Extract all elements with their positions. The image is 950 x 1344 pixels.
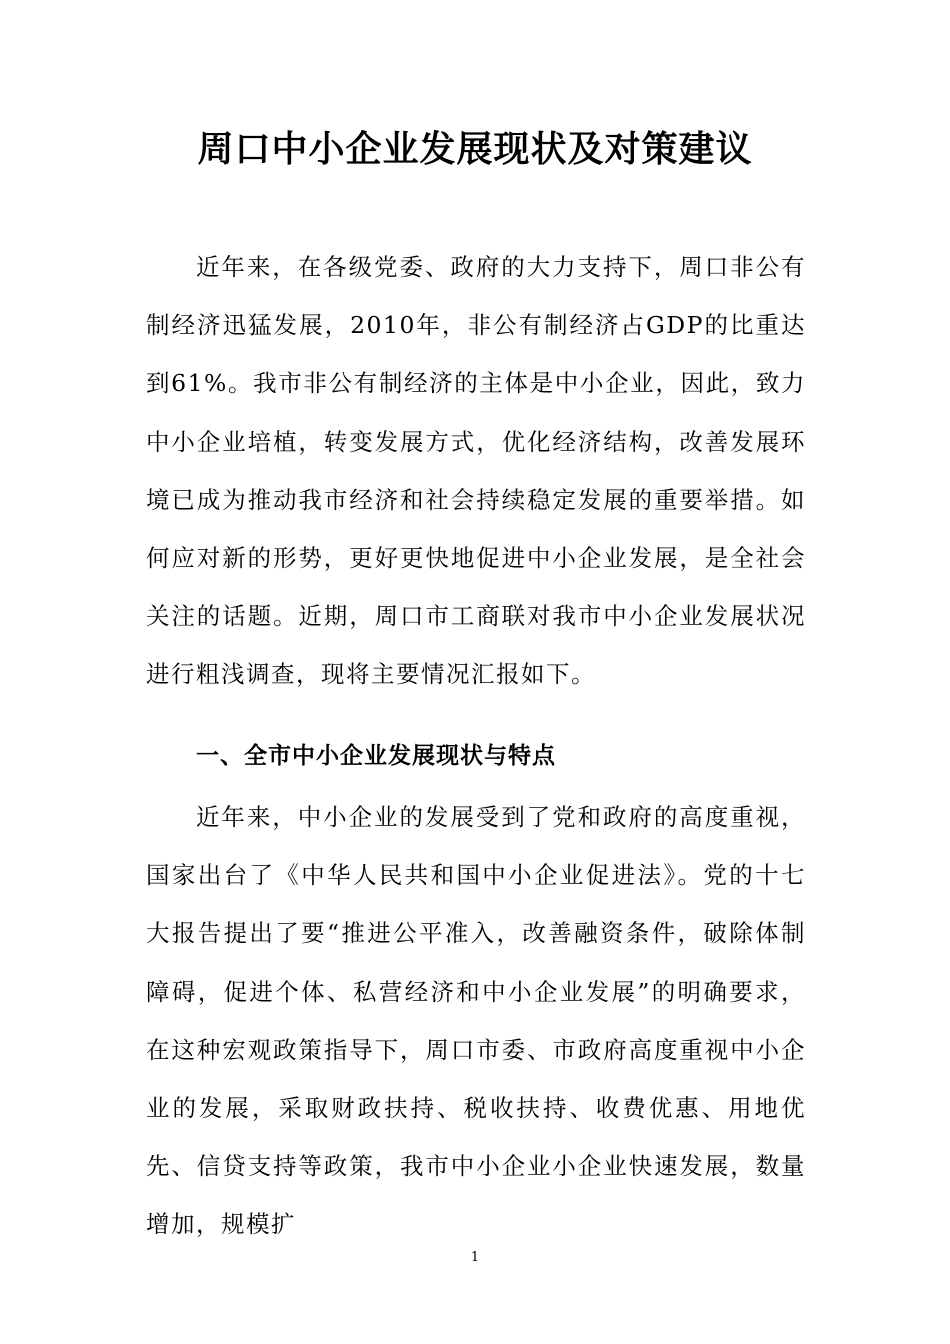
section-paragraph: 近年来，中小企业的发展受到了党和政府的高度重视，国家出台了《中华人民共和国中小企业促进法》。党的十七大报告提出了要“推进公平准入，改善融资条件，破除体制障碍，促进个体、私营经济和中小企业发展”的明确要求，在这种宏观政策指导下，周口市委、市政府高度重视中小企业的发展，采取财政扶持、税收扶持、收费优惠、用地优先、信贷支持等政策，我市中小企业小企业快速发展，数量增加，规模扩 (146, 803, 806, 1239)
section-heading: 一、全市中小企业发展现状与特点 (196, 743, 556, 769)
intro-paragraph: 近年来，在各级党委、政府的大力支持下，周口非公有制经济迅猛发展，2010年，非公有制经济占GDP的比重达到61%。我市非公有制经济的主体是中小企业，因此，致力中小企业培植，转变发展方式，优化经济结构，改善发展环境已成为推动我市经济和社会持续稳定发展的重要举措。如何应对新的形势，更好更快地促进中小企业发展，是全社会关注的话题。近期，周口市工商联对我市中小企业发展状况进行粗浅调查，现将主要情况汇报如下。 (146, 253, 806, 689)
page-number: 1 (470, 1250, 480, 1265)
document-title: 周口中小企业发展现状及对策建议 (197, 129, 753, 170)
